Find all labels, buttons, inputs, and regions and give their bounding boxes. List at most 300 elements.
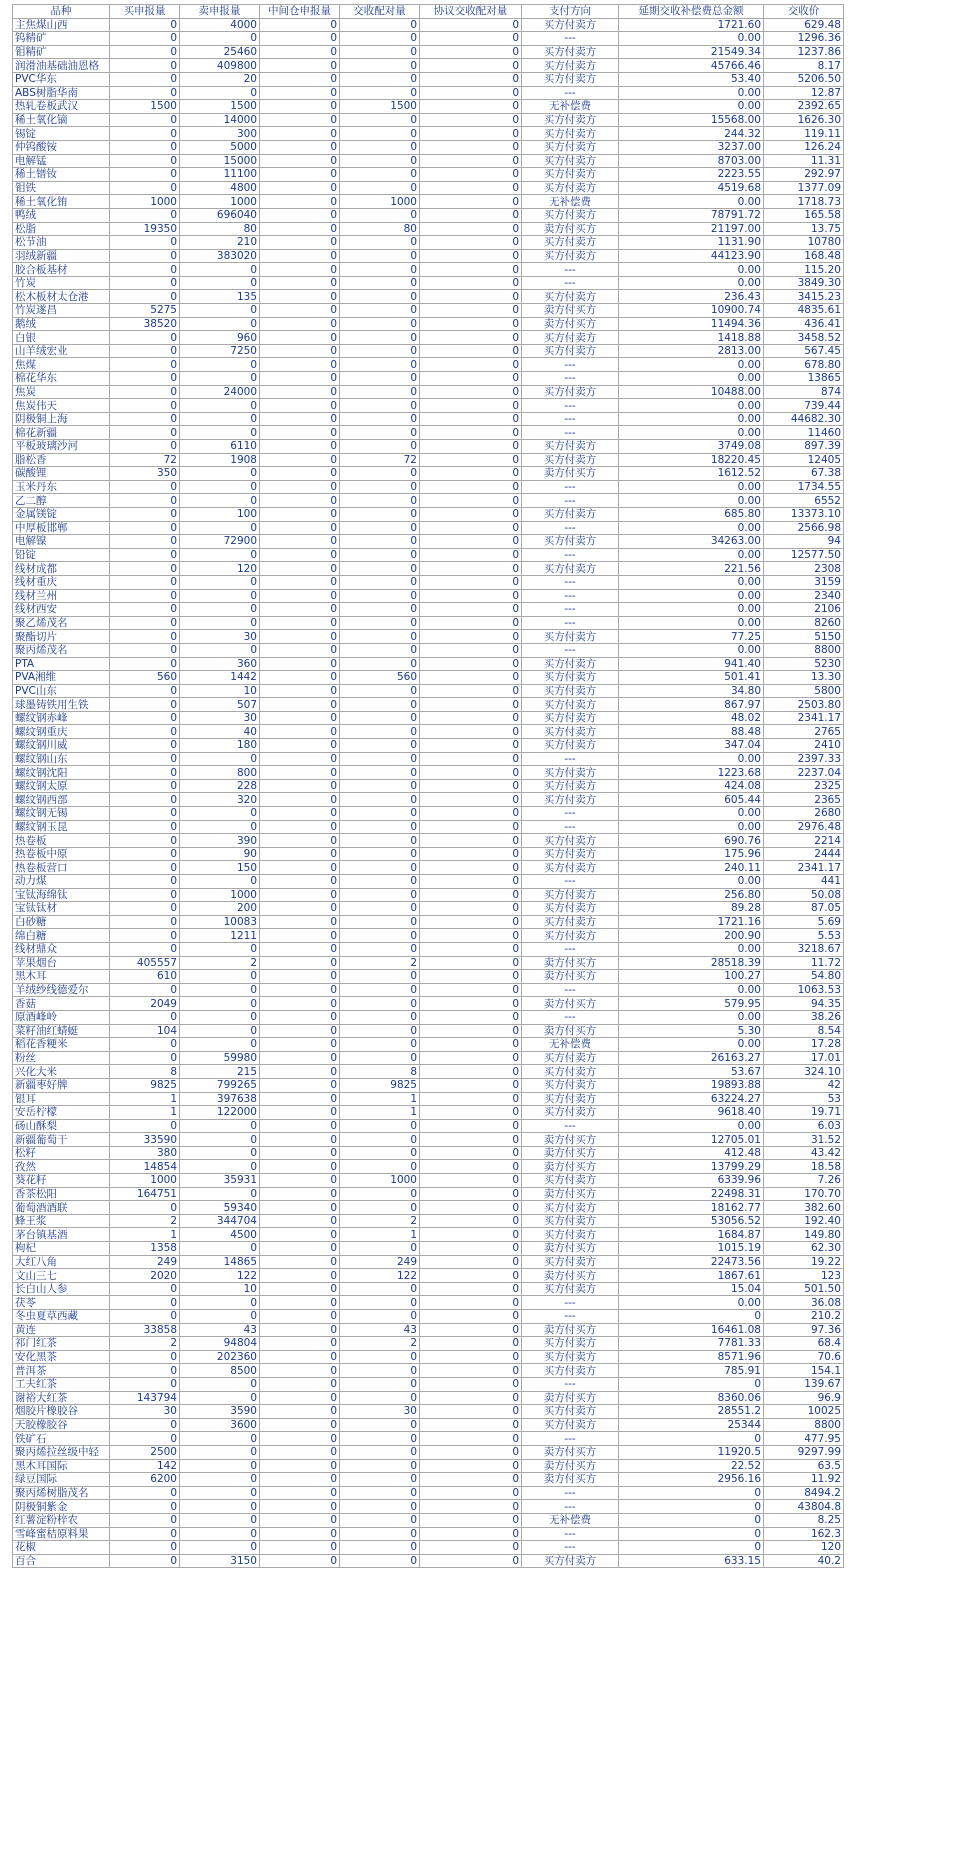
cell-sell-declared: 0 [180,372,260,386]
table-row [13,725,844,739]
cell-delivery-price: 739.44 [764,399,844,413]
cell-intermediate-declared: 0 [260,1310,340,1324]
cell-compensation-total: 0.00 [619,1010,764,1024]
cell-intermediate-declared: 0 [260,983,340,997]
cell-agreement-matched: 0 [420,793,522,807]
cell-payment-direction: 买方付卖方 [522,779,619,793]
cell-buy-declared: 0 [110,820,180,834]
cell-intermediate-declared: 0 [260,412,340,426]
cell-compensation-total: 53.67 [619,1065,764,1079]
cell-sell-declared: 14865 [180,1255,260,1269]
table-row [13,467,844,481]
cell-variety: 蜂王浆 [13,1214,110,1228]
cell-delivery-price: 6552 [764,494,844,508]
cell-delivery-price: 13865 [764,372,844,386]
cell-sell-declared: 1211 [180,929,260,943]
cell-intermediate-declared: 0 [260,861,340,875]
cell-variety: 松籽 [13,1146,110,1160]
cell-variety: 竹炭 [13,276,110,290]
cell-delivery-price: 126.24 [764,140,844,154]
cell-sell-declared: 8500 [180,1364,260,1378]
table-row [13,385,844,399]
cell-payment-direction: 卖方付买方 [522,970,619,984]
cell-delivery-price: 292.97 [764,168,844,182]
cell-delivery-price: 162.3 [764,1527,844,1541]
cell-buy-declared: 0 [110,1527,180,1541]
cell-delivery-matched: 0 [340,1296,420,1310]
cell-agreement-matched: 0 [420,671,522,685]
cell-intermediate-declared: 0 [260,1242,340,1256]
cell-variety: 绵白糖 [13,929,110,943]
cell-payment-direction: 买方付卖方 [522,834,619,848]
cell-agreement-matched: 0 [420,59,522,73]
cell-variety: 钼铁 [13,181,110,195]
cell-compensation-total: 690.76 [619,834,764,848]
table-row [13,1364,844,1378]
cell-agreement-matched: 0 [420,1255,522,1269]
cell-variety: 竹炭遂昌 [13,304,110,318]
cell-delivery-price: 5800 [764,684,844,698]
cell-delivery-matched: 0 [340,1187,420,1201]
cell-intermediate-declared: 0 [260,86,340,100]
cell-agreement-matched: 0 [420,1391,522,1405]
cell-intermediate-declared: 0 [260,684,340,698]
cell-payment-direction: 买方付卖方 [522,140,619,154]
cell-agreement-matched: 0 [420,521,522,535]
cell-variety: 苹果烟台 [13,956,110,970]
cell-buy-declared: 0 [110,1513,180,1527]
cell-compensation-total: 1684.87 [619,1228,764,1242]
cell-compensation-total: 63224.27 [619,1092,764,1106]
cell-intermediate-declared: 0 [260,1146,340,1160]
cell-intermediate-declared: 0 [260,1065,340,1079]
cell-intermediate-declared: 0 [260,766,340,780]
cell-delivery-price: 19.71 [764,1106,844,1120]
cell-sell-declared: 122 [180,1269,260,1283]
cell-agreement-matched: 0 [420,412,522,426]
cell-delivery-matched: 0 [340,1242,420,1256]
cell-intermediate-declared: 0 [260,45,340,59]
cell-variety: 铁矿石 [13,1432,110,1446]
cell-agreement-matched: 0 [420,535,522,549]
cell-delivery-price: 8.17 [764,59,844,73]
cell-delivery-matched: 0 [340,208,420,222]
cell-compensation-total: 53056.52 [619,1214,764,1228]
cell-agreement-matched: 0 [420,807,522,821]
cell-buy-declared: 0 [110,847,180,861]
cell-variety: 线材西安 [13,603,110,617]
cell-buy-declared: 0 [110,725,180,739]
cell-intermediate-declared: 0 [260,263,340,277]
cell-intermediate-declared: 0 [260,1255,340,1269]
cell-sell-declared: 300 [180,127,260,141]
cell-delivery-price: 123 [764,1269,844,1283]
cell-payment-direction: --- [522,1310,619,1324]
table-row [13,1010,844,1024]
cell-payment-direction: 卖方付买方 [522,1024,619,1038]
cell-sell-declared: 10 [180,1282,260,1296]
cell-sell-declared: 20 [180,72,260,86]
cell-payment-direction: 买方付卖方 [522,208,619,222]
cell-agreement-matched: 0 [420,1038,522,1052]
cell-payment-direction: 无补偿费 [522,1513,619,1527]
cell-sell-declared: 0 [180,1119,260,1133]
cell-payment-direction: 卖方付买方 [522,317,619,331]
cell-delivery-matched: 0 [340,1146,420,1160]
cell-delivery-matched: 0 [340,426,420,440]
cell-payment-direction: 买方付卖方 [522,1282,619,1296]
cell-delivery-price: 11.31 [764,154,844,168]
cell-agreement-matched: 0 [420,1160,522,1174]
cell-buy-declared: 0 [110,779,180,793]
cell-agreement-matched: 0 [420,1187,522,1201]
cell-delivery-price: 2237.04 [764,766,844,780]
cell-intermediate-declared: 0 [260,1432,340,1446]
cell-variety: 冬虫夏草西藏 [13,1310,110,1324]
cell-compensation-total: 0.00 [619,480,764,494]
cell-variety: 热卷板中原 [13,847,110,861]
cell-compensation-total: 0 [619,1527,764,1541]
cell-variety: 鸭绒 [13,208,110,222]
cell-delivery-price: 192.40 [764,1214,844,1228]
cell-agreement-matched: 0 [420,1201,522,1215]
cell-sell-declared: 135 [180,290,260,304]
cell-intermediate-declared: 0 [260,358,340,372]
cell-variety: 新疆葡萄干 [13,1133,110,1147]
cell-payment-direction: 卖方付买方 [522,1242,619,1256]
cell-delivery-matched: 0 [340,779,420,793]
cell-delivery-matched: 0 [340,521,420,535]
table-row [13,575,844,589]
cell-sell-declared: 0 [180,86,260,100]
cell-variety: 羊绒纱线德爱尔 [13,983,110,997]
table-row [13,521,844,535]
cell-compensation-total: 0.00 [619,399,764,413]
cell-intermediate-declared: 0 [260,793,340,807]
cell-intermediate-declared: 0 [260,603,340,617]
cell-buy-declared: 142 [110,1459,180,1473]
table-row [13,1214,844,1228]
cell-intermediate-declared: 0 [260,127,340,141]
cell-delivery-price: 1237.86 [764,45,844,59]
cell-compensation-total: 9618.40 [619,1106,764,1120]
cell-sell-declared: 0 [180,276,260,290]
cell-buy-declared: 0 [110,140,180,154]
cell-buy-declared: 0 [110,698,180,712]
cell-payment-direction: --- [522,1527,619,1541]
cell-buy-declared: 0 [110,426,180,440]
cell-compensation-total: 22473.56 [619,1255,764,1269]
cell-variety: 白砂糖 [13,915,110,929]
cell-delivery-matched: 1 [340,1106,420,1120]
cell-delivery-matched: 0 [340,18,420,32]
cell-payment-direction: 卖方付买方 [522,1160,619,1174]
cell-compensation-total: 3237.00 [619,140,764,154]
cell-payment-direction: --- [522,1500,619,1514]
cell-payment-direction: 买方付卖方 [522,1255,619,1269]
cell-intermediate-declared: 0 [260,100,340,114]
cell-buy-declared: 0 [110,1310,180,1324]
cell-delivery-price: 5.69 [764,915,844,929]
cell-payment-direction: 买方付卖方 [522,915,619,929]
cell-payment-direction: 买方付卖方 [522,154,619,168]
cell-delivery-price: 11460 [764,426,844,440]
cell-payment-direction: 买方付卖方 [522,1201,619,1215]
cell-payment-direction: 买方付卖方 [522,331,619,345]
cell-sell-declared: 35931 [180,1174,260,1188]
table-row [13,1282,844,1296]
table-row [13,32,844,46]
table-row [13,739,844,753]
cell-delivery-matched: 0 [340,344,420,358]
cell-intermediate-declared: 0 [260,276,340,290]
cell-sell-declared: 4000 [180,18,260,32]
cell-delivery-price: 9297.99 [764,1445,844,1459]
cell-delivery-price: 70.6 [764,1350,844,1364]
cell-intermediate-declared: 0 [260,915,340,929]
cell-delivery-matched: 0 [340,630,420,644]
table-row [13,548,844,562]
cell-buy-declared: 0 [110,168,180,182]
cell-variety: 钼精矿 [13,45,110,59]
cell-delivery-matched: 0 [340,1119,420,1133]
cell-intermediate-declared: 0 [260,589,340,603]
cell-delivery-matched: 0 [340,983,420,997]
cell-delivery-price: 120 [764,1541,844,1555]
cell-buy-declared: 249 [110,1255,180,1269]
cell-sell-declared: 10 [180,684,260,698]
cell-sell-declared: 390 [180,834,260,848]
table-row [13,929,844,943]
cell-payment-direction: 买方付卖方 [522,902,619,916]
cell-buy-declared: 0 [110,521,180,535]
cell-sell-declared: 15000 [180,154,260,168]
cell-sell-declared: 1908 [180,453,260,467]
table-row [13,1024,844,1038]
cell-agreement-matched: 0 [420,970,522,984]
cell-compensation-total: 25344 [619,1418,764,1432]
cell-sell-declared: 59980 [180,1051,260,1065]
cell-buy-declared: 0 [110,358,180,372]
cell-sell-declared: 0 [180,643,260,657]
cell-sell-declared: 0 [180,1432,260,1446]
cell-sell-declared: 202360 [180,1350,260,1364]
cell-buy-declared: 1000 [110,1174,180,1188]
cell-payment-direction: --- [522,807,619,821]
cell-agreement-matched: 0 [420,1418,522,1432]
cell-sell-declared: 344704 [180,1214,260,1228]
cell-intermediate-declared: 0 [260,956,340,970]
cell-intermediate-declared: 0 [260,1106,340,1120]
cell-buy-declared: 0 [110,1201,180,1215]
cell-intermediate-declared: 0 [260,1269,340,1283]
header-payment-direction: 支付方向 [522,5,619,19]
cell-sell-declared: 0 [180,1010,260,1024]
cell-agreement-matched: 0 [420,1473,522,1487]
cell-delivery-price: 501.50 [764,1282,844,1296]
cell-agreement-matched: 0 [420,1377,522,1391]
cell-payment-direction: --- [522,426,619,440]
cell-compensation-total: 0.00 [619,358,764,372]
cell-payment-direction: 买方付卖方 [522,698,619,712]
cell-sell-declared: 0 [180,399,260,413]
table-row [13,779,844,793]
cell-intermediate-declared: 0 [260,1092,340,1106]
cell-variety: 脂松香 [13,453,110,467]
cell-payment-direction: --- [522,983,619,997]
cell-payment-direction: 买方付卖方 [522,1364,619,1378]
cell-variety: 长白山人参 [13,1282,110,1296]
cell-agreement-matched: 0 [420,1554,522,1568]
cell-variety: 工夫红茶 [13,1377,110,1391]
cell-intermediate-declared: 0 [260,344,340,358]
cell-sell-declared: 6110 [180,440,260,454]
cell-payment-direction: 卖方付买方 [522,1133,619,1147]
table-row [13,1269,844,1283]
cell-delivery-matched: 0 [340,739,420,753]
cell-buy-declared: 0 [110,1377,180,1391]
table-row [13,372,844,386]
cell-agreement-matched: 0 [420,766,522,780]
table-row [13,1337,844,1351]
cell-sell-declared: 30 [180,630,260,644]
cell-buy-declared: 0 [110,236,180,250]
cell-delivery-matched: 0 [340,168,420,182]
cell-variety: 螺纹钢赤峰 [13,711,110,725]
cell-sell-declared: 0 [180,997,260,1011]
cell-delivery-matched: 0 [340,915,420,929]
cell-agreement-matched: 0 [420,358,522,372]
cell-delivery-matched: 0 [340,127,420,141]
cell-compensation-total: 0.00 [619,942,764,956]
cell-delivery-price: 13.30 [764,671,844,685]
cell-compensation-total: 2223.55 [619,168,764,182]
cell-sell-declared: 72900 [180,535,260,549]
cell-delivery-matched: 0 [340,1310,420,1324]
cell-delivery-matched: 0 [340,603,420,617]
cell-delivery-matched: 0 [340,1391,420,1405]
cell-delivery-price: 165.58 [764,208,844,222]
cell-variety: 焦煤 [13,358,110,372]
cell-payment-direction: --- [522,820,619,834]
cell-agreement-matched: 0 [420,249,522,263]
cell-buy-declared: 2 [110,1214,180,1228]
cell-intermediate-declared: 0 [260,1486,340,1500]
cell-delivery-price: 2341.17 [764,861,844,875]
cell-payment-direction: 买方付卖方 [522,507,619,521]
cell-buy-declared: 1358 [110,1242,180,1256]
cell-payment-direction: --- [522,1486,619,1500]
cell-agreement-matched: 0 [420,956,522,970]
cell-sell-declared: 0 [180,807,260,821]
cell-delivery-price: 3218.67 [764,942,844,956]
cell-intermediate-declared: 0 [260,1282,340,1296]
cell-payment-direction: 卖方付买方 [522,1146,619,1160]
cell-payment-direction: 买方付卖方 [522,1092,619,1106]
cell-delivery-price: 13.75 [764,222,844,236]
cell-agreement-matched: 0 [420,507,522,521]
table-row [13,1119,844,1133]
cell-compensation-total: 44123.90 [619,249,764,263]
cell-payment-direction: 无补偿费 [522,1038,619,1052]
cell-agreement-matched: 0 [420,467,522,481]
cell-delivery-matched: 0 [340,276,420,290]
table-row [13,453,844,467]
table-row [13,317,844,331]
cell-intermediate-declared: 0 [260,1078,340,1092]
cell-delivery-price: 2765 [764,725,844,739]
cell-buy-declared: 0 [110,1364,180,1378]
cell-buy-declared: 0 [110,1282,180,1296]
cell-delivery-matched: 0 [340,1160,420,1174]
cell-intermediate-declared: 0 [260,1174,340,1188]
cell-sell-declared: 0 [180,1541,260,1555]
cell-agreement-matched: 0 [420,236,522,250]
cell-variety: 热卷板营口 [13,861,110,875]
cell-agreement-matched: 0 [420,698,522,712]
cell-delivery-matched: 0 [340,698,420,712]
cell-payment-direction: 买方付卖方 [522,385,619,399]
cell-buy-declared: 405557 [110,956,180,970]
cell-delivery-price: 12405 [764,453,844,467]
cell-sell-declared: 320 [180,793,260,807]
cell-intermediate-declared: 0 [260,399,340,413]
cell-compensation-total: 0 [619,1377,764,1391]
cell-payment-direction: --- [522,1010,619,1024]
cell-payment-direction: --- [522,752,619,766]
cell-delivery-matched: 0 [340,249,420,263]
cell-compensation-total: 15568.00 [619,113,764,127]
cell-payment-direction: 买方付卖方 [522,181,619,195]
cell-agreement-matched: 0 [420,997,522,1011]
cell-variety: 香茶松阳 [13,1187,110,1201]
cell-delivery-price: 5.53 [764,929,844,943]
cell-agreement-matched: 0 [420,1051,522,1065]
table-row [13,997,844,1011]
cell-compensation-total: 12705.01 [619,1133,764,1147]
cell-intermediate-declared: 0 [260,942,340,956]
cell-compensation-total: 11494.36 [619,317,764,331]
cell-delivery-matched: 0 [340,86,420,100]
cell-variety: 稀土镨钕 [13,168,110,182]
table-row [13,1310,844,1324]
cell-variety: 羽绒新疆 [13,249,110,263]
settlement-table [12,4,844,1568]
cell-payment-direction: --- [522,521,619,535]
table-row [13,888,844,902]
cell-delivery-price: 87.05 [764,902,844,916]
cell-variety: PVC华东 [13,72,110,86]
cell-delivery-price: 149.80 [764,1228,844,1242]
cell-payment-direction: 买方付卖方 [522,562,619,576]
cell-buy-declared: 8 [110,1065,180,1079]
cell-buy-declared: 0 [110,263,180,277]
cell-intermediate-declared: 0 [260,535,340,549]
cell-agreement-matched: 0 [420,1146,522,1160]
cell-compensation-total: 1131.90 [619,236,764,250]
cell-delivery-matched: 2 [340,956,420,970]
table-row [13,45,844,59]
cell-agreement-matched: 0 [420,72,522,86]
cell-compensation-total: 175.96 [619,847,764,861]
cell-variety: 热卷板 [13,834,110,848]
cell-intermediate-declared: 0 [260,1554,340,1568]
cell-payment-direction: 买方付卖方 [522,440,619,454]
cell-sell-declared: 40 [180,725,260,739]
cell-intermediate-declared: 0 [260,1051,340,1065]
cell-payment-direction: --- [522,1377,619,1391]
cell-delivery-price: 43804.8 [764,1500,844,1514]
